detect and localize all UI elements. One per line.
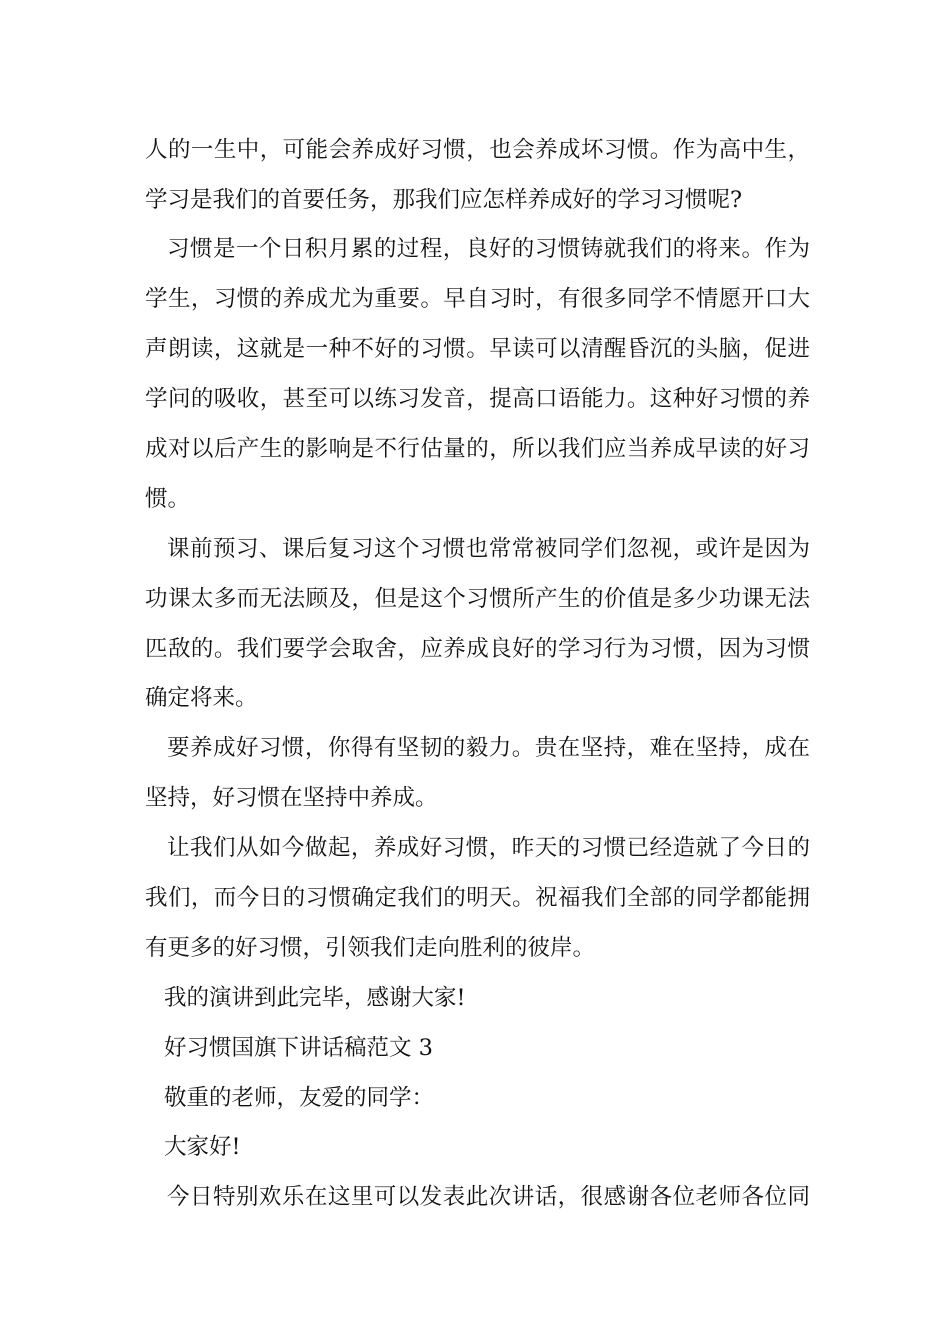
text-line: 学习是我们的首要任务，那我们应怎样养成好的学习习惯呢?: [145, 187, 743, 213]
text-line: 有更多的好习惯，引领我们走向胜利的彼岸。: [145, 935, 596, 961]
text-line: 坚持，好习惯在坚持中养成。: [145, 785, 438, 811]
paragraph-start-line: 课前预习、课后复习这个习惯也常常被同学们忽视，或许是因为: [167, 536, 810, 562]
text-line: 我们，而今日的习惯确定我们的明天。祝福我们全部的同学都能拥: [145, 885, 810, 911]
paragraph-start-line: 习惯是一个日积月累的过程，良好的习惯铸就我们的将来。作为: [167, 236, 810, 262]
text-line: 功课太多而无法顾及，但是这个习惯所产生的价值是多少功课无法: [145, 586, 810, 612]
text-line: 学生，习惯的养成尤为重要。早自习时，有很多同学不情愿开口大: [145, 286, 810, 312]
text-line: 声朗读，这就是一种不好的习惯。早读可以清醒昏沉的头脑，促进: [145, 336, 810, 362]
text-line: 学问的吸收，甚至可以练习发音，提高口语能力。这种好习惯的养: [145, 386, 810, 412]
paragraph-start-line: 要养成好习惯，你得有坚韧的毅力。贵在坚持，难在坚持，成在: [167, 735, 810, 761]
closing-line: 我的演讲到此完毕，感谢大家!: [164, 985, 466, 1011]
salutation-line: 敬重的老师，友爱的同学：: [164, 1085, 435, 1111]
greeting-line: 大家好!: [164, 1134, 241, 1160]
text-line: 匹敌的。我们要学会取舍，应养成良好的学习行为习惯，因为习惯: [145, 636, 810, 662]
text-line: 成对以后产生的影响是不行估量的，所以我们应当养成早读的好习: [145, 436, 810, 462]
text-line: 人的一生中，可能会养成好习惯，也会养成坏习惯。作为高中生，: [145, 137, 810, 163]
text-line: 确定将来。: [145, 685, 258, 711]
section-heading: 好习惯国旗下讲话稿范文 3: [164, 1035, 433, 1061]
text-line: 惯。: [145, 486, 191, 512]
paragraph-start-line: 今日特别欢乐在这里可以发表此次讲话，很感谢各位老师各位同: [167, 1184, 810, 1210]
paragraph-start-line: 让我们从如今做起，养成好习惯，昨天的习惯已经造就了今日的: [167, 835, 810, 861]
